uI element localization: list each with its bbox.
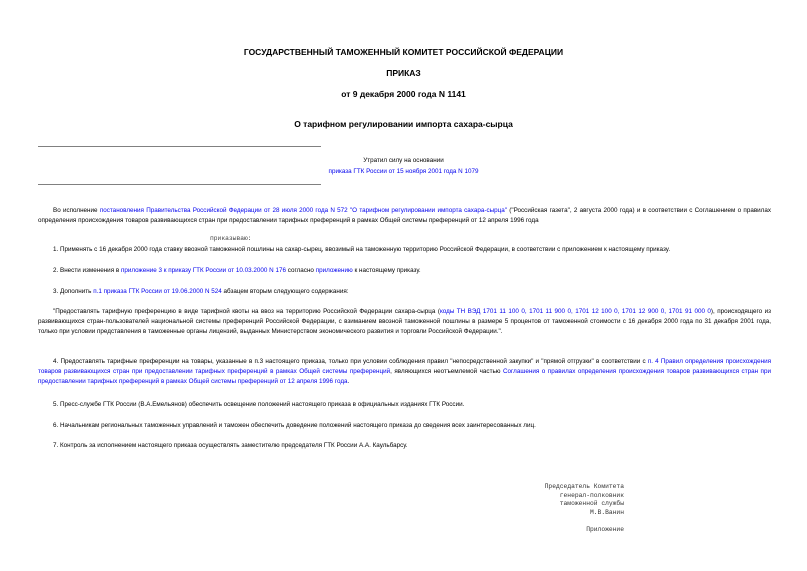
rules-clause-4-link[interactable]: п. 4 Правил определения происхождения товаров развивающихся стран при предоставлении тарифных преференций в рамках Общей системы преференций	[38, 358, 772, 375]
status-note-link-wrap	[0, 168, 807, 175]
quote-text-2: ), происходящего из развивающихся стран-пользователей национальной системы преференций Российской Федерации, с взиманием ввозной таможенной пошлины в размере 5 процентов от таможенной стоимости с 16 декабря 2000 года по 31 декабря 2001 года, только при условии представления в таможенные органы лицензий, выданных Министерством экономического развития и торговли Российской Федерации.".	[38, 308, 771, 335]
appendix-link[interactable]: приложению	[315, 267, 353, 274]
item-4-text-3: .	[347, 378, 350, 385]
item-2-text-2: согласно	[286, 267, 316, 274]
preamble-text-1: Во исполнение	[53, 207, 100, 214]
item-4-text-2: , являющихся неотъемлемой частью	[390, 368, 503, 375]
document-title: О тарифном регулировании импорта сахара-сырца	[294, 119, 513, 129]
item-4-text-1: 4. Предоставлять тарифные преференции на товары, указанные в п.3 настоящего приказа, только при условии соблюдения правил "непосредственной закупки" и "прямой отгрузки" в соответствии с	[53, 358, 648, 365]
preamble-text-2: ("Российская газета", 2 августа 2000 года) и в соответствии с Соглашением о правилах определения происхождения товаров развивающихся стран при предоставлении тарифных преференций в рамках Общей системы преференций от 12 апреля 1996 года	[38, 207, 772, 224]
order-word: приказываю:	[210, 235, 252, 242]
signature-position: Председатель Комитета	[544, 483, 624, 490]
government-decree-link[interactable]: постановления Правительства Российской Федерации от 28 июля 2000 года N 572 "О тарифном регулировании импорта сахара-сырца"	[99, 207, 508, 214]
divider-top	[38, 146, 321, 147]
divider-bottom	[38, 184, 321, 185]
item-6: 6. Начальникам региональных таможенных управлений и таможен обеспечить доведение положений настоящего приказа до сведения всех заинтересованных лиц.	[53, 422, 536, 429]
item-5: 5. Пресс-службе ГТК России (В.А.Емельянов) обеспечить освещение положений настоящего приказа в официальных изданиях ГТК России.	[53, 401, 465, 408]
repeal-order-link[interactable]: приказа ГТК России от 15 ноября 2001 года N 1079	[328, 168, 479, 175]
signature-name: М.В.Ванин	[589, 508, 624, 516]
tn-ved-codes-link[interactable]: коды ТН ВЭД 1701 11 100 0, 1701 11 900 0, 1701 12 100 0, 1701 12 900 0, 1701 91 000 0	[439, 308, 711, 315]
signature-rank-2: таможенной службы	[559, 500, 624, 507]
quote-text-1: "Предоставлять тарифную преференцию в виде тарифной квоты на ввоз на территорию Российской Федерации сахара-сырца (	[53, 308, 440, 315]
preamble-paragraph	[38, 206, 771, 226]
appendix-3-order-176-link[interactable]: приложение 3 к приказу ГТК России от 10.03.2000 N 176	[120, 267, 286, 274]
item-3-text-2: абзацем вторым следующего содержания:	[221, 288, 349, 295]
signature-block	[545, 483, 624, 517]
status-note: Утратил силу на основании	[363, 157, 444, 164]
issuing-authority: ГОСУДАРСТВЕННЫЙ ТАМОЖЕННЫЙ КОМИТЕТ РОССИЙСКОЙ ФЕДЕРАЦИИ	[243, 47, 564, 57]
item-3-text-1: 3. Дополнить	[53, 288, 94, 295]
item-3	[38, 287, 771, 297]
signature-rank-1: генерал-полковник	[559, 491, 624, 499]
appendix-label: Приложение	[586, 526, 624, 533]
item-2-text-3: к настоящему приказу.	[352, 267, 421, 274]
document-type: ПРИКАЗ	[386, 68, 421, 78]
order-524-link[interactable]: п.1 приказа ГТК России от 19.06.2000 N 524	[93, 288, 222, 295]
item-2	[38, 266, 771, 276]
document-date-number: от 9 декабря 2000 года N 1141	[341, 89, 466, 99]
agreement-link[interactable]: Соглашения о правилах определения происхождения товаров развивающихся стран при предоставлении тарифных преференций в рамках Общей системы преференций от 12 апреля 1996 года	[38, 368, 771, 385]
item-1: 1. Применять с 16 декабря 2000 года ставку ввозной таможенной пошлины на сахар-сырец, ввозимый на таможенную территорию Российской Федерации, в соответствии с приложением к настоящему приказу.	[53, 246, 671, 253]
item-4	[38, 357, 771, 387]
item-3-quote	[38, 307, 771, 337]
item-7: 7. Контроль за исполнением настоящего приказа осуществлять заместителю председателя ГТК России А.А. Каульбарсу.	[53, 442, 408, 449]
item-2-text-1: 2. Внести изменения в	[53, 267, 121, 274]
